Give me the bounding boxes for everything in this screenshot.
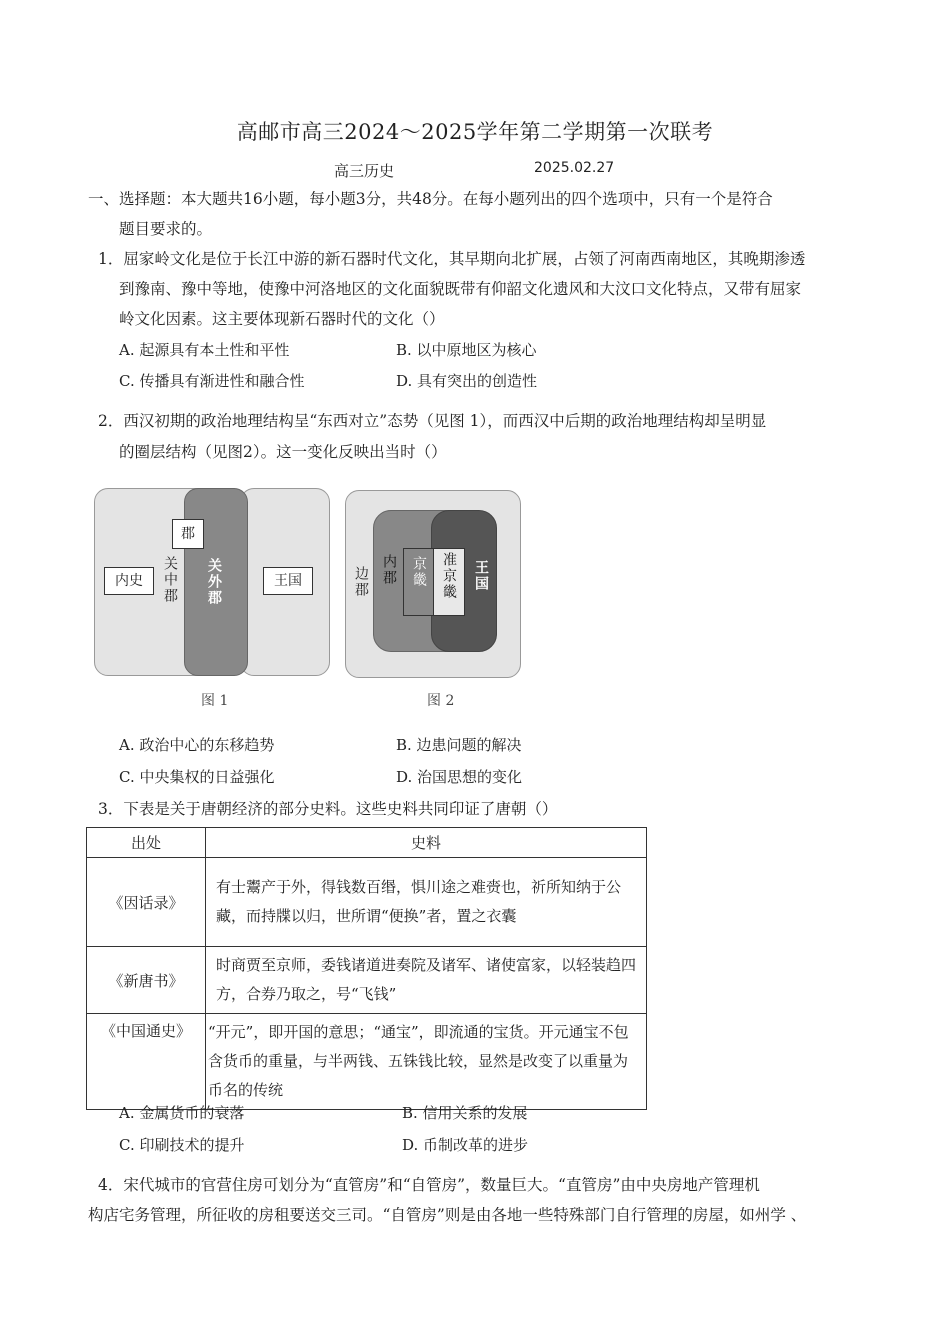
- q4-stem-line1: 4．宋代城市的官营住房可划分为“直管房”和“自管房”，数量巨大。“直管房”由中央房地产管理机: [98, 1176, 760, 1194]
- q3-source-table: [86, 827, 647, 1110]
- fig1-neishi-box: 内史: [104, 567, 154, 595]
- q1-option-a: A. 起源具有本土性和平性: [119, 341, 290, 359]
- table-row: [87, 858, 647, 947]
- q2-option-a: A. 政治中心的东移趋势: [119, 736, 275, 754]
- q4-stem-line2: 构店宅务管理，所征收的房租要送交三司。“自管房”则是由各地一些特殊部门自行管理的房屋，如州学 、: [88, 1206, 807, 1224]
- q3-option-a: A. 金属货币的衰落: [119, 1104, 245, 1122]
- table-row: [87, 947, 647, 1014]
- fig1-wangguo-box: 王国: [263, 567, 313, 595]
- table-cell-text: “开元”，即开国的意思；“通宝”，即流通的宝货。开元通宝不包含货币的重量，与半两钱、五铢钱比较，显然是改变了以重量为币名的传统: [206, 1014, 647, 1110]
- exam-title: 高邮市高三2024～2025学年第二学期第一次联考: [236, 120, 714, 144]
- q2-stem-line1: 2．西汉初期的政治地理结构呈“东西对立”态势（见图 1），而西汉中后期的政治地理结构却呈明显: [98, 412, 767, 430]
- table-header-text: 史料: [206, 828, 647, 858]
- figure-1-caption: 图 1: [201, 693, 229, 709]
- q3-option-b: B. 信用关系的发展: [402, 1104, 528, 1122]
- q1-option-d: D. 具有突出的创造性: [396, 372, 538, 390]
- q1-option-c: C. 传播具有渐进性和融合性: [119, 372, 305, 390]
- fig2-jingji-label: 京畿: [411, 556, 427, 588]
- q2-option-b: B. 边患问题的解决: [396, 736, 522, 754]
- q1-stem-line2: 到豫南、豫中等地，使豫中河洛地区的文化面貌既带有仰韶文化遗风和大汶口文化特点，又带有屈家: [119, 280, 802, 298]
- table-cell-source: 《新唐书》: [87, 947, 206, 1014]
- section-instruction-line2: 题目要求的。: [119, 220, 213, 238]
- table-cell-text: 有士鬻产于外，得钱数百缗，惧川途之难赍也，祈所知纳于公藏，而持牒以归，世所谓“便换”者，置之衣囊: [206, 858, 647, 947]
- table-header-source: 出处: [87, 828, 206, 858]
- figure-2-caption: 图 2: [427, 693, 455, 709]
- q2-stem-line2: 的圈层结构（见图2）。这一变化反映出当时（）: [119, 443, 447, 461]
- figure-2: [345, 490, 523, 680]
- fig1-guanzhongjun-label: 关中郡: [162, 556, 178, 604]
- q3-option-c: C. 印刷技术的提升: [119, 1136, 245, 1154]
- fig2-wangguo-label: 王国: [473, 560, 489, 592]
- exam-date: 2025.02.27: [534, 160, 615, 176]
- figure-1: [94, 488, 332, 678]
- q3-stem: 3．下表是关于唐朝经济的部分史料。这些史料共同印证了唐朝（）: [98, 800, 558, 818]
- table-cell-source: 《因话录》: [87, 858, 206, 947]
- q1-stem-line1: 1．屈家岭文化是位于长江中游的新石器时代文化，其早期向北扩展，占领了河南西南地区，其晚期渗透: [98, 250, 806, 268]
- table-cell-text: 时商贾至京师，委钱诸道进奏院及诸军、诸使富家，以轻装趋四方，合券乃取之，号“飞钱”: [206, 947, 647, 1014]
- table-cell-source: 《中国通史》: [87, 1014, 206, 1110]
- q1-option-b: B. 以中原地区为核心: [396, 341, 537, 359]
- q3-option-d: D. 币制改革的进步: [402, 1136, 529, 1154]
- fig2-neijun-label: 内郡: [381, 554, 397, 586]
- table-row: [87, 1014, 647, 1110]
- fig1-guanwaijun-label: 关外郡: [206, 558, 222, 606]
- fig2-zhunjingji-label: 准京畿: [441, 552, 457, 600]
- q2-option-d: D. 治国思想的变化: [396, 768, 523, 786]
- q1-stem-line3: 岭文化因素。这主要体现新石器时代的文化（）: [119, 310, 445, 328]
- table-header-row: [87, 828, 647, 858]
- q2-option-c: C. 中央集权的日益强化: [119, 768, 275, 786]
- fig2-bianjun-label: 边郡: [353, 566, 369, 598]
- subject-label: 高三历史: [334, 162, 395, 180]
- fig1-jun-box: 郡: [172, 519, 204, 549]
- section-instruction-line1: 一、选择题：本大题共16小题，每小题3分，共48分。在每小题列出的四个选项中，只有一个是符合: [88, 190, 773, 208]
